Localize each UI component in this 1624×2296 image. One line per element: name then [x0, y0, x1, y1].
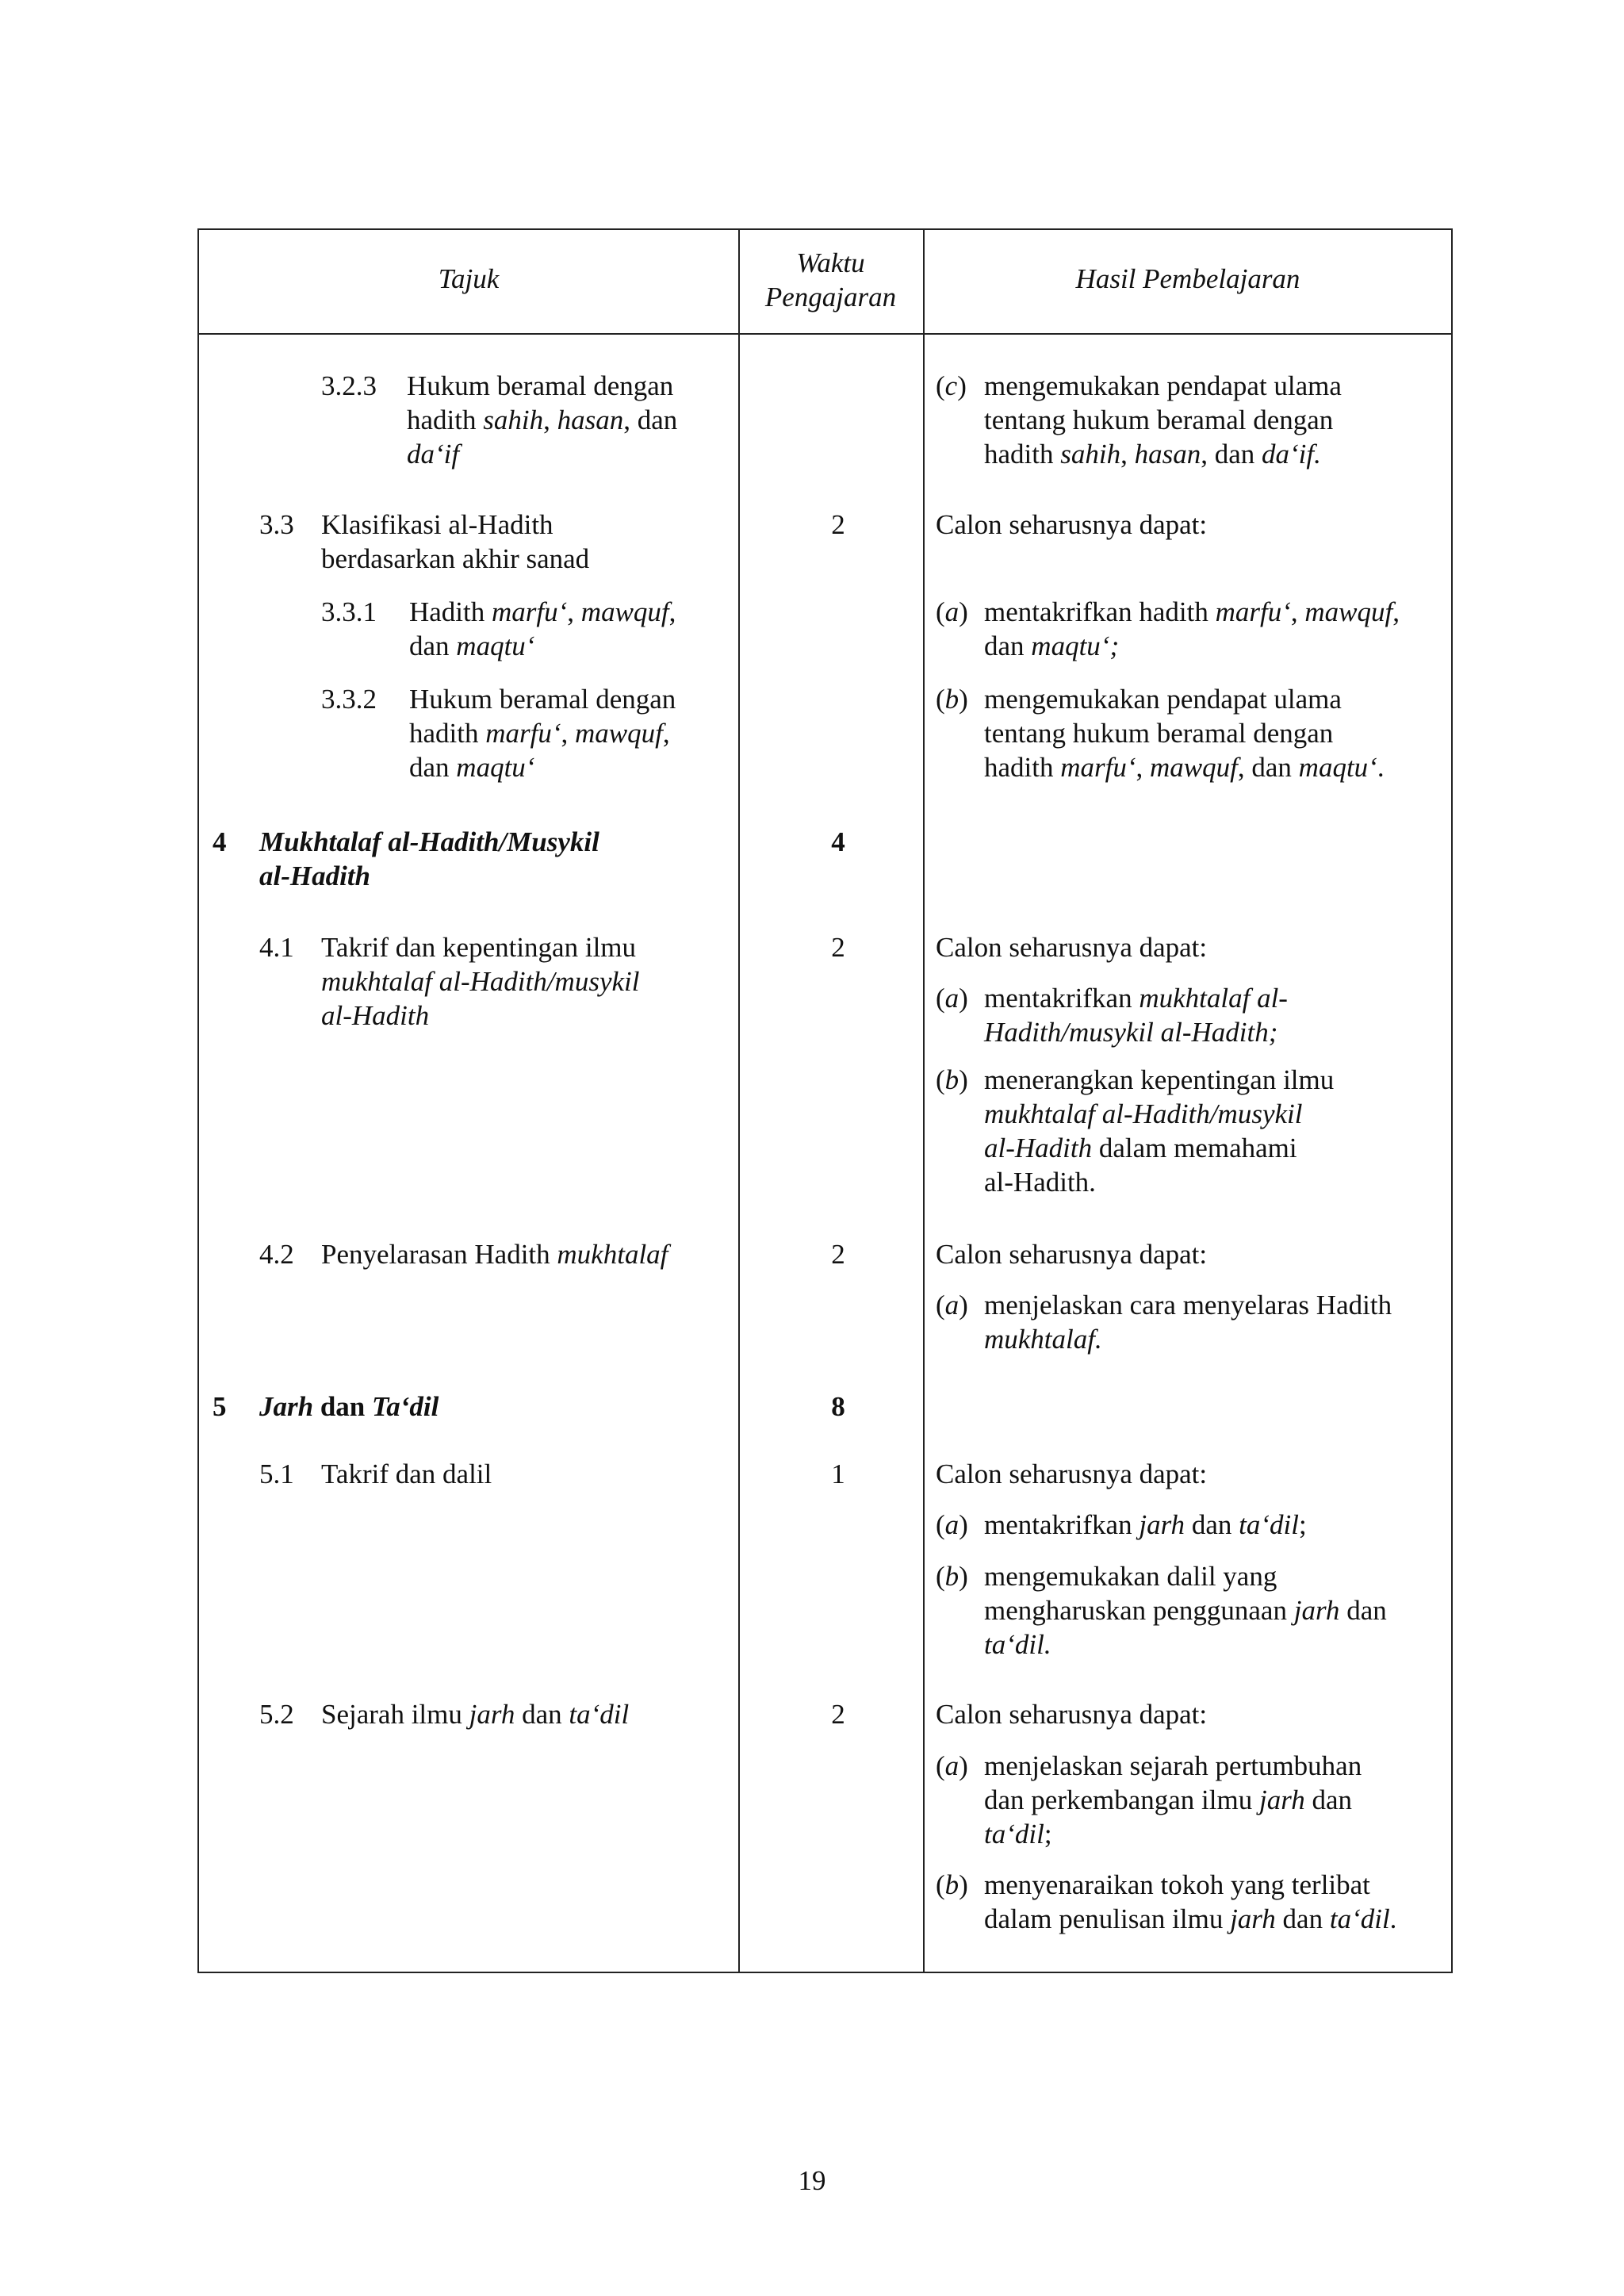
column-divider [738, 230, 740, 1972]
section-title: Jarh dan Ta‘dil [259, 1391, 439, 1422]
outcome-mark: (c) [936, 370, 967, 401]
topic-number: 5.1 [259, 1458, 294, 1489]
time-value: 2 [831, 932, 845, 963]
outcome-mark: (b) [936, 684, 968, 715]
outcome-mark: (a) [936, 596, 968, 627]
outcome-intro: Calon seharusnya dapat: [936, 1239, 1208, 1270]
outcome-mark: (b) [936, 1064, 968, 1095]
header-outcome: Hasil Pembelajaran [1075, 263, 1300, 294]
outcome-mark: (a) [936, 1750, 968, 1781]
topic-text: Penyelarasan Hadith mukhtalaf [321, 1239, 668, 1270]
header-topic: Tajuk [438, 263, 500, 294]
outcome-text: mentakrifkan hadith marfu‘, mawquf, dan maqtu‘; [984, 596, 1400, 661]
outcome-text: mengemukakan pendapat ulama tentang hukum beramal dengan hadith marfu‘, mawquf, dan maqtu‘. [984, 684, 1385, 783]
topic-number: 5.2 [259, 1699, 294, 1730]
outcome-text: mengemukakan dalil yang mengharuskan penggunaan jarh dan ta‘dil. [984, 1561, 1387, 1660]
topic-line: hadith sahih, hasan, dan [407, 404, 678, 435]
column-divider [923, 230, 925, 1972]
outcome-intro: Calon seharusnya dapat: [936, 1458, 1208, 1489]
outcome-text: mentakrifkan jarh dan ta‘dil; [984, 1509, 1307, 1540]
header-divider [199, 333, 1451, 335]
outcome-intro: Calon seharusnya dapat: [936, 1699, 1208, 1730]
outcome-intro: Calon seharusnya dapat: [936, 932, 1208, 963]
outcome-text: menjelaskan sejarah pertumbuhan dan perkembangan ilmu jarh dan ta‘dil; [984, 1750, 1362, 1849]
topic-number: 3.3.1 [321, 596, 377, 627]
outcome-mark: (b) [936, 1869, 968, 1900]
section-number: 5 [213, 1391, 227, 1422]
time-value: 2 [831, 1699, 845, 1730]
outcome-text: menjelaskan cara menyelaras Hadith mukhtalaf. [984, 1290, 1392, 1355]
topic-number: 3.2.3 [321, 370, 377, 401]
header-time [738, 246, 923, 314]
time-value: 1 [831, 1458, 845, 1489]
topic-line: Hukum beramal dengan [407, 370, 674, 401]
time-value: 2 [831, 1239, 845, 1270]
topic-text: Hadith marfu‘, mawquf, dan maqtu‘ [409, 596, 676, 661]
outcome-text: menyenaraikan tokoh yang terlibat dalam penulisan ilmu jarh dan ta‘dil. [984, 1869, 1397, 1934]
time-value: 2 [831, 509, 845, 540]
section-title: Mukhtalaf al-Hadith/Musykil al-Hadith [259, 826, 599, 891]
section-number: 4 [213, 826, 227, 857]
outcome-text: mentakrifkan mukhtalaf al- Hadith/musykil al-Hadith; [984, 983, 1288, 1048]
topic-text [407, 369, 677, 471]
outcome-mark: (b) [936, 1561, 968, 1592]
outcome-text: mengemukakan pendapat ulama tentang hukum beramal dengan hadith sahih, hasan, dan da‘if. [984, 370, 1342, 470]
topic-number: 4.2 [259, 1239, 294, 1270]
topic-text: Sejarah ilmu jarh dan ta‘dil [321, 1699, 630, 1730]
outcome-mark: (a) [936, 1290, 968, 1320]
topic-number: 3.3 [259, 509, 294, 540]
topic-line: da‘if [407, 439, 460, 470]
topic-text: Takrif dan dalil [321, 1458, 492, 1489]
outcome-text: menerangkan kepentingan ilmu mukhtalaf al-Hadith/musykil al-Hadith dalam memahami al-Hadith. [984, 1064, 1335, 1198]
topic-text: Hukum beramal dengan hadith marfu‘, mawquf, dan maqtu‘ [409, 684, 676, 783]
time-value: 8 [831, 1391, 845, 1422]
outcome-mark: (a) [936, 983, 968, 1014]
topic-number: 3.3.2 [321, 684, 377, 715]
topic-text: Klasifikasi al-Hadith berdasarkan akhir sanad [321, 509, 590, 574]
outcome-mark: (a) [936, 1509, 968, 1540]
topic-number: 4.1 [259, 932, 294, 963]
page-number: 19 [798, 2165, 826, 2196]
header-time-line2: Pengajaran [764, 282, 897, 312]
header-time-line1: Waktu [796, 247, 865, 278]
time-value: 4 [831, 826, 845, 857]
outcome-intro: Calon seharusnya dapat: [936, 509, 1208, 540]
topic-text: Takrif dan kepentingan ilmu mukhtalaf al-Hadith/musykil al-Hadith [321, 932, 640, 1031]
